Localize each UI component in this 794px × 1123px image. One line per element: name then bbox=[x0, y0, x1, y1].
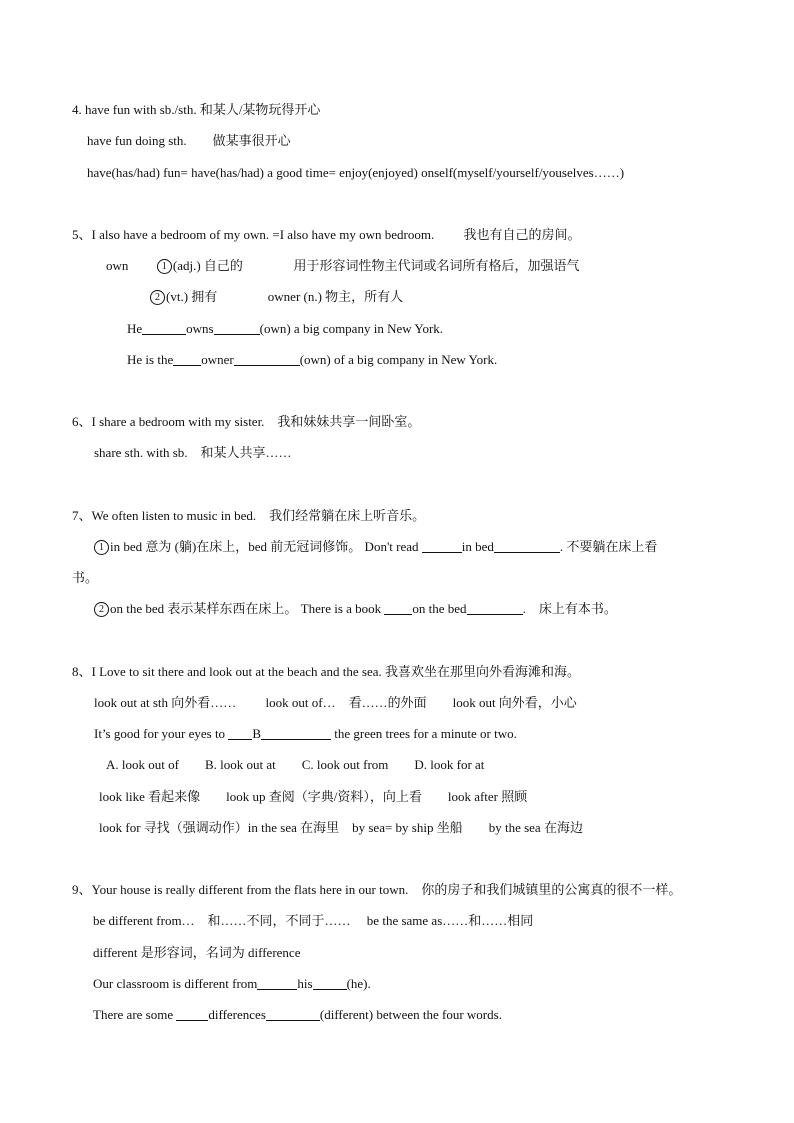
answer-text: owns bbox=[186, 321, 214, 336]
example-text: (own) a big company in New York. bbox=[259, 321, 444, 336]
answer-blank bbox=[214, 321, 260, 335]
s9-line3: different 是形容词，名词为 difference bbox=[93, 945, 301, 960]
s9-example-2 bbox=[93, 1007, 502, 1023]
example-text: There are some bbox=[93, 1007, 177, 1022]
s5-meaning-1: (adj.) 自己的 bbox=[172, 258, 243, 273]
point-text: on the bed 表示某样东西在床上。 There is a book bbox=[110, 601, 385, 616]
answer-blank bbox=[384, 601, 412, 615]
s6-line2: share sth. with sb. 和某人共享…… bbox=[94, 445, 292, 460]
s9-title: 9、Your house is really different from the flats here in our town. 你的房子和我们城镇里的公寓真的很不一样。 bbox=[72, 882, 682, 897]
s8-line2: look out at sth 向外看…… look out of… 看……的外面 look out 向外看，小心 bbox=[94, 695, 577, 710]
answer-blank bbox=[234, 352, 300, 366]
s8-line5: look like 看起来像 look up 查阅（字典/资料），向上看 look after 照顾 bbox=[99, 789, 528, 804]
example-text: (different) between the four words. bbox=[319, 1007, 502, 1022]
example-text: (he). bbox=[346, 976, 371, 991]
s4-line3: have(has/had) fun= have(has/had) a good time= enjoy(enjoyed) onself(myself/yourself/youselves……) bbox=[87, 165, 625, 180]
answer-blank bbox=[494, 539, 560, 553]
answer-text: owner bbox=[201, 352, 234, 367]
answer-blank bbox=[266, 1007, 320, 1021]
point-text: . 床上有本书。 bbox=[522, 601, 617, 616]
s5-meaning-1-note: 用于形容词性物主代词或名词所有格后，加强语气 bbox=[293, 258, 580, 273]
s8-title: 8、I Love to sit there and look out at the beach and the sea. 我喜欢坐在那里向外看海滩和海。 bbox=[72, 664, 580, 679]
s7-point-2 bbox=[94, 601, 617, 617]
example-text: Our classroom is different from bbox=[93, 976, 258, 991]
s7-title: 7、We often listen to music in bed. 我们经常躺在床上听音乐。 bbox=[72, 508, 426, 523]
circled-number: 1 bbox=[94, 540, 109, 555]
circled-number: 2 bbox=[94, 602, 109, 617]
s5-own-line bbox=[106, 258, 579, 274]
example-text: (own) of a big company in New York. bbox=[299, 352, 498, 367]
question-text: It’s good for your eyes to bbox=[94, 726, 229, 741]
point-text: . 不要躺在床上看 bbox=[559, 539, 658, 554]
s4-line1: 4. have fun with sb./sth. 和某人/某物玩得开心 bbox=[72, 102, 321, 117]
answer-blank bbox=[142, 321, 186, 335]
s9-line2: be different from… 和……不同，不同于…… be the same as……和……相同 bbox=[93, 913, 534, 928]
s5-vt-line bbox=[150, 289, 403, 305]
s5-example-1 bbox=[127, 321, 443, 337]
s5-example-2 bbox=[127, 352, 497, 368]
s7-point-1 bbox=[94, 539, 657, 555]
answer-blank bbox=[313, 976, 347, 990]
answer-blank bbox=[422, 539, 462, 553]
s5-own-word: own bbox=[106, 258, 129, 273]
point-text: in bed 意为 (躺)在床上，bed 前无冠词修饰。 Don't read bbox=[110, 539, 422, 554]
s9-example-1 bbox=[93, 976, 371, 992]
answer-text: his bbox=[297, 976, 313, 991]
example-text: He bbox=[127, 321, 143, 336]
s8-line6: look for 寻找（强调动作）in the sea 在海里 by sea= by ship 坐船 by the sea 在海边 bbox=[99, 820, 583, 835]
s8-question bbox=[94, 726, 517, 742]
answer-text: differences bbox=[208, 1007, 266, 1022]
s4-line2: have fun doing sth. 做某事很开心 bbox=[87, 133, 291, 148]
answer-blank bbox=[257, 976, 297, 990]
answer-text: in bed bbox=[461, 539, 494, 554]
answer-blank bbox=[228, 726, 252, 740]
answer-text: B bbox=[252, 726, 261, 741]
s5-title: 5、I also have a bedroom of my own. =I also have my own bedroom. 我也有自己的房间。 bbox=[72, 227, 581, 242]
answer-blank bbox=[176, 1007, 208, 1021]
answer-blank bbox=[261, 726, 331, 740]
example-text: He is the bbox=[127, 352, 174, 367]
s8-options: A. look out of B. look out at C. look out from D. look for at bbox=[106, 757, 485, 772]
s6-title: 6、I share a bedroom with my sister. 我和妹妹共享一间卧室。 bbox=[72, 414, 421, 429]
circled-number: 2 bbox=[150, 290, 165, 305]
s5-meaning-2-note: owner (n.) 物主，所有人 bbox=[267, 289, 404, 304]
s7-point-1-cont: 书。 bbox=[72, 570, 99, 585]
question-text: the green trees for a minute or two. bbox=[330, 726, 517, 741]
circled-number: 1 bbox=[157, 259, 172, 274]
answer-blank bbox=[173, 352, 201, 366]
s5-meaning-2: (vt.) 拥有 bbox=[166, 289, 218, 304]
answer-text: on the bed bbox=[412, 601, 467, 616]
answer-blank bbox=[467, 601, 523, 615]
